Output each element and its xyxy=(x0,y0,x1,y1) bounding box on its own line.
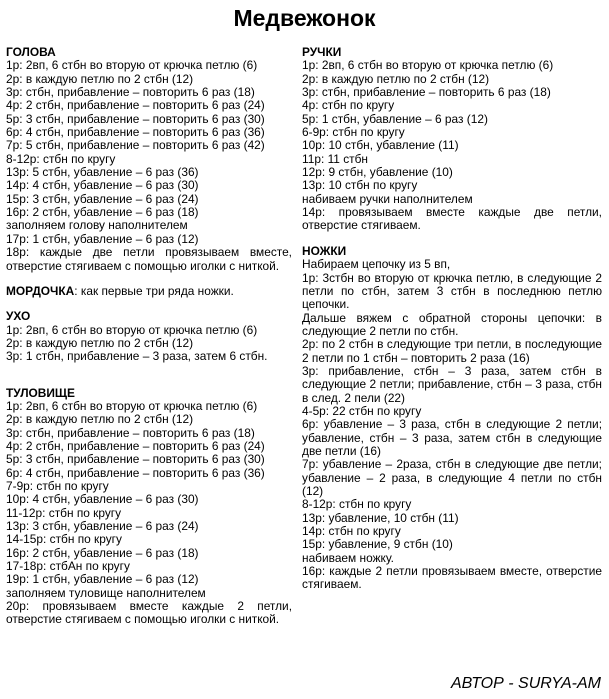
tulovishche-step: 2р: в каждую петлю по 2 стбн (12) xyxy=(6,412,194,427)
nozhki-step: 13р: убавление, 10 стбн (11) xyxy=(302,510,459,525)
tulovishche-step: 19р: 1 стбн, убавление – 6 раз (12) xyxy=(6,572,199,587)
mordochka-text: : как первые три ряда ножки. xyxy=(74,283,234,298)
golova-step: 4р: 2 стбн, прибавление – повторить 6 раз (24) xyxy=(6,98,265,113)
ruchki-step: 3р: стбн, прибавление – повторить 6 раз (18) xyxy=(302,85,551,100)
golova-step: 17р: 1 стбн, убавление – 6 раз (12) xyxy=(6,231,199,246)
ukho-step: 1р: 2вп, 6 стбн во вторую от крючка петлю (6) xyxy=(6,322,258,337)
tulovishche-step: 1р: 2вп, 6 стбн во вторую от крючка петлю (6) xyxy=(6,398,258,413)
ruchki-step: 12р: 9 стбн, убавление (10) xyxy=(302,165,453,180)
ruchki-step-final: 14р: провязываем вместе каждые две петли, отверстие стягиваем. xyxy=(302,205,602,233)
golova-step: 3р: стбн, прибавление – повторить 6 раз (18) xyxy=(6,85,255,100)
nozhki-step: 2р: по 2 стбн в следующие три петли, в последующие 2 петли по 1 стбн – повторить 2 раза (16) xyxy=(302,337,602,365)
ruchki-step: 2р: в каждую петлю по 2 стбн (12) xyxy=(302,71,490,86)
nozhki-step: 1р: 3стбн во вторую от крючка петлю, в следующие 2 петли по стбн, затем 3 стбн в последнюю петлю цепочки. xyxy=(302,270,602,312)
nozhki-step: Дальше вяжем с обратной стороны цепочки: в следующие 2 петли по стбн. xyxy=(302,310,602,338)
golova-step: заполняем голову наполнителем xyxy=(6,218,188,233)
section-heading-nozhki: НОЖКИ xyxy=(302,243,347,258)
tulovishche-step: 16р: 2 стбн, убавление – 6 раз (18) xyxy=(6,545,199,560)
ukho-step: 2р: в каждую петлю по 2 стбн (12) xyxy=(6,335,194,350)
ruchki-step: 5р: 1 стбн, убавление – 6 раз (12) xyxy=(302,111,488,126)
golova-step: 16р: 2 стбн, убавление – 6 раз (18) xyxy=(6,205,199,220)
ruchki-step: 11р: 11 стбн xyxy=(302,151,368,166)
golova-step: 2р: в каждую петлю по 2 стбн (12) xyxy=(6,71,194,86)
nozhki-step: 16р: каждые 2 петли провязываем вместе, отверстие стягиваем. xyxy=(302,564,602,592)
nozhki-step: 8-12р: стбн по кругу xyxy=(302,497,412,512)
tulovishche-step: 13р: 3 стбн, убавление – 6 раз (24) xyxy=(6,519,199,533)
golova-step: 8-12р: стбн по кругу xyxy=(6,151,116,166)
golova-step: 1р: 2вп, 6 стбн во вторую от крючка петлю (6) xyxy=(6,58,258,73)
golova-step: 6р: 4 стбн, прибавление – повторить 6 раз (36) xyxy=(6,125,265,140)
left-column xyxy=(6,46,292,627)
section-heading-ruchki: РУЧКИ xyxy=(302,45,342,59)
golova-step: 5р: 3 стбн, прибавление – повторить 6 раз (30) xyxy=(6,111,265,126)
tulovishche-step: 5р: 3 стбн, прибавление – повторить 6 раз (30) xyxy=(6,452,265,467)
golova-step-final: 18р: каждые две петли провязываем вместе, отверстие стягиваем с помощью иголки с ниткой. xyxy=(6,245,292,273)
golova-step: 13р: 5 стбн, убавление – 6 раз (36) xyxy=(6,165,199,180)
section-heading-golova: ГОЛОВА xyxy=(6,45,56,59)
ruchki-step: 4р: стбн по кругу xyxy=(302,98,395,113)
tulovishche-step: 17-18р: стбАн по кругу xyxy=(6,559,130,574)
nozhki-step: 15р: убавление, 9 стбн (10) xyxy=(302,537,453,552)
section-heading-tulovishche: ТУЛОВИЩЕ xyxy=(6,385,75,400)
golova-step: 7р: 5 стбн, прибавление – повторить 6 раз (42) xyxy=(6,138,265,153)
tulovishche-step: 14-15р: стбн по кругу xyxy=(6,532,122,547)
tulovishche-step: 10р: 4 стбн, убавление – 6 раз (30) xyxy=(6,492,199,507)
golova-step: 14р: 4 стбн, убавление – 6 раз (30) xyxy=(6,178,199,193)
ukho-step: 3р: 1 стбн, прибавление – 3 раза, затем 6 стбн. xyxy=(6,349,268,364)
nozhki-step: 4-5р: 22 стбн по кругу xyxy=(302,403,422,418)
tulovishche-step-final: 20р: провязываем вместе каждые 2 петли, отверстие стягиваем с помощью иголки с ниткой. xyxy=(6,599,292,627)
ruchki-step: набиваем ручки наполнителем xyxy=(302,191,473,206)
nozhki-step: 7р: убавление – 2раза, стбн в следующие две петли; убавление – 2 раза, в следующие 4 петли по стбн (12) xyxy=(302,457,602,498)
nozhki-step: Набираем цепочку из 5 вп, xyxy=(302,257,451,272)
section-heading-mordochka: МОРДОЧКА xyxy=(6,283,75,298)
nozhki-step: набиваем ножку. xyxy=(302,550,394,565)
nozhki-step: 3р: прибавление, стбн – 3 раза, затем стбн в следующие 2 петли; прибавление, стбн – 3 раза, стбн в след. 2 пели (22) xyxy=(302,363,602,405)
tulovishche-step: заполняем туловище наполнителем xyxy=(6,585,206,600)
ruchki-step: 13р: 10 стбн по кругу xyxy=(302,178,418,193)
right-column xyxy=(302,46,602,592)
ruchki-step: 6-9р: стбн по кругу xyxy=(302,125,405,140)
ruchki-step: 1р: 2вп, 6 стбн во вторую от крючка петлю (6) xyxy=(302,58,554,73)
tulovishche-step: 4р: 2 стбн, прибавление – повторить 6 раз (24) xyxy=(6,438,265,453)
nozhki-step: 14р: стбн по кругу xyxy=(302,524,401,539)
page-title: Медвежонок xyxy=(233,5,376,31)
nozhki-step: 6р: убавление – 3 раза, стбн в следующие 2 петли; убавление, стбн – 3 раза, затем стбн в следующие две петли (16) xyxy=(302,417,602,458)
golova-step: 15р: 3 стбн, убавление – 6 раз (24) xyxy=(6,191,199,206)
tulovishche-step: 6р: 4 стбн, прибавление – повторить 6 раз (36) xyxy=(6,465,265,480)
mordochka-section xyxy=(6,285,292,298)
ruchki-step: 10р: 10 стбн, убавление (11) xyxy=(302,138,459,153)
section-heading-ukho: УХО xyxy=(6,309,31,324)
tulovishche-step: 3р: стбн, прибавление – повторить 6 раз (18) xyxy=(6,425,255,440)
golova-steps xyxy=(6,59,292,273)
author-credit: АВТОР - SURYA-AM xyxy=(450,675,601,692)
tulovishche-step: 7-9р: стбн по кругу xyxy=(6,478,109,493)
tulovishche-step: 11-12р: стбн по кругу xyxy=(6,505,122,520)
